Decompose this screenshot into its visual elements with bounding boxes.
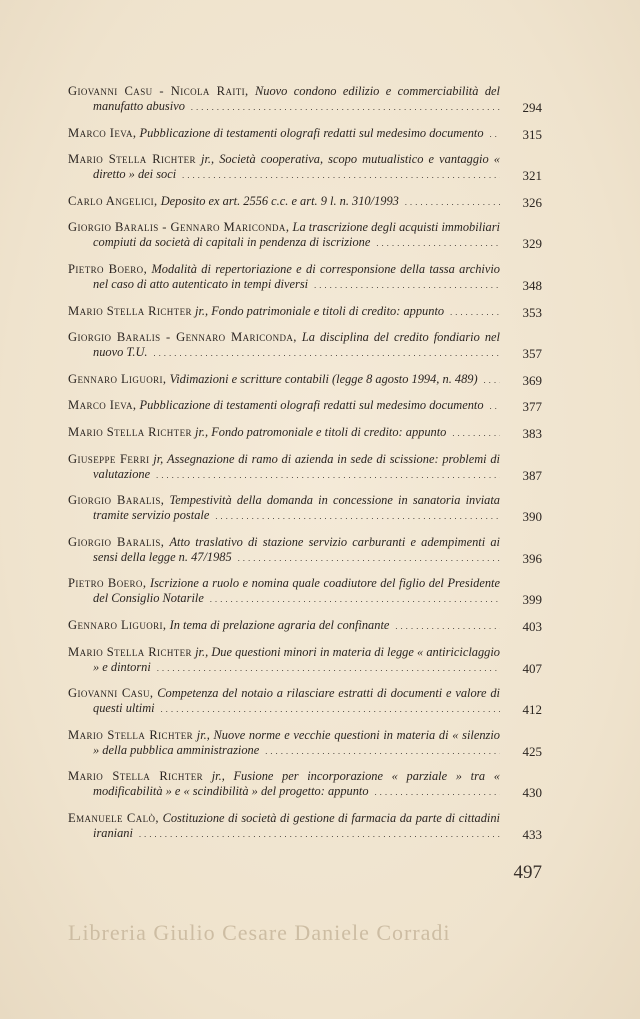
entry-text bbox=[68, 220, 500, 251]
entry-text bbox=[68, 769, 500, 800]
entry-author: Giorgio Baralis, bbox=[68, 493, 165, 508]
entry-author: Mario Stella Richter bbox=[68, 769, 204, 784]
entry-author: Giorgio Baralis - Gennaro Mariconda, bbox=[68, 330, 297, 345]
entry-text bbox=[68, 398, 500, 414]
entry-page-number: 383 bbox=[522, 425, 542, 441]
toc-entry bbox=[68, 425, 542, 441]
entry-author: Marco Ieva, bbox=[68, 398, 137, 413]
toc-entry bbox=[68, 84, 542, 115]
entry-page-number: 433 bbox=[522, 826, 542, 842]
entry-author: Marco Ieva, bbox=[68, 125, 137, 140]
entry-title: La trascrizione degli acquisti immobiliari compiuti da società di capitali in pendenza di iscrizione bbox=[93, 220, 500, 250]
entry-text bbox=[68, 372, 500, 388]
entry-title: Competenza del notaio a rilasciare estratti di documenti e valore di questi ultimi bbox=[93, 686, 500, 716]
entry-page-number: 403 bbox=[522, 618, 542, 634]
entry-title: Due questioni minori in materia di legge « antiriciclaggio » e dintorni bbox=[93, 644, 500, 674]
entry-page-number: 369 bbox=[522, 372, 542, 388]
entry-author-suffix: jr., bbox=[196, 727, 210, 742]
toc-entry bbox=[68, 152, 542, 183]
toc-entry bbox=[68, 728, 542, 759]
toc-entry bbox=[68, 398, 542, 414]
toc-entry bbox=[68, 330, 542, 361]
entry-text bbox=[68, 728, 500, 759]
page-number: 497 bbox=[513, 862, 542, 884]
toc-entry bbox=[68, 493, 542, 524]
entry-title: Fusione per incorporazione « parziale » tra « modificabilità » e « scindibilità » del progetto: appunto bbox=[93, 769, 500, 799]
entry-title: Vidimazioni e scritture contabili (legge 8 agosto 1994, n. 489) bbox=[169, 371, 478, 386]
entry-title: Deposito ex art. 2556 c.c. e art. 9 l. n. 310/1993 bbox=[160, 193, 399, 208]
entry-text bbox=[68, 304, 500, 320]
entry-page-number: 399 bbox=[522, 592, 542, 608]
entry-author: Giovanni Casu, bbox=[68, 686, 154, 701]
entry-author: Mario Stella Richter bbox=[68, 303, 192, 318]
entry-page-number: 377 bbox=[522, 399, 542, 415]
entry-title: Fondo patrimoniale e titoli di credito: appunto bbox=[211, 303, 445, 318]
entry-title: Nuovo condono edilizio e commerciabilità del manufatto abusivo bbox=[93, 84, 500, 113]
entry-author-suffix: jr., bbox=[201, 152, 215, 167]
entry-title: Fondo patromoniale e titoli di credito: appunto bbox=[211, 424, 447, 439]
entry-title: La disciplina del credito fondiario nel nuovo T.U. bbox=[93, 330, 500, 360]
entry-page-number: 357 bbox=[522, 346, 542, 362]
entry-text bbox=[68, 686, 500, 717]
entry-author: Carlo Angelici, bbox=[68, 193, 158, 208]
entry-author-suffix: jr., bbox=[195, 644, 209, 659]
entry-author: Giorgio Baralis - Gennaro Mariconda, bbox=[68, 220, 290, 235]
entry-text bbox=[68, 452, 500, 483]
entry-author: Giorgio Baralis, bbox=[68, 534, 165, 549]
toc-entry bbox=[68, 645, 542, 676]
page-content bbox=[68, 84, 542, 946]
toc-entry bbox=[68, 576, 542, 607]
entry-title: Pubblicazione di testamenti olografi redatti sul medesimo documento bbox=[139, 398, 484, 413]
toc-entry bbox=[68, 686, 542, 717]
table-of-contents bbox=[68, 84, 542, 852]
entry-text bbox=[68, 645, 500, 676]
entry-author-suffix: jr., bbox=[195, 424, 209, 439]
entry-title: Atto traslativo di stazione servizio carburanti e adempimenti ai sensi della legge n. 47/1985 bbox=[93, 534, 500, 564]
entry-page-number: 353 bbox=[522, 304, 542, 320]
entry-page-number: 315 bbox=[522, 126, 542, 142]
entry-author-suffix: jr., bbox=[195, 303, 209, 318]
entry-author: Pietro Boero, bbox=[68, 576, 147, 591]
toc-entry bbox=[68, 811, 542, 842]
entry-author: Pietro Boero, bbox=[68, 261, 148, 276]
toc-entry bbox=[68, 220, 542, 251]
entry-title: Assegnazione di ramo di azienda in sede di scissione: problemi di valutazione bbox=[93, 451, 500, 481]
entry-page-number: 412 bbox=[522, 702, 542, 718]
entry-author: Gennaro Liguori, bbox=[68, 371, 167, 386]
entry-page-number: 407 bbox=[522, 660, 542, 676]
toc-entry bbox=[68, 452, 542, 483]
toc-entry bbox=[68, 618, 542, 634]
entry-page-number: 326 bbox=[522, 194, 542, 210]
entry-text bbox=[68, 126, 500, 142]
entry-text bbox=[68, 811, 500, 842]
toc-entry bbox=[68, 769, 542, 800]
entry-author: Emanuele Calò, bbox=[68, 810, 159, 825]
entry-page-number: 329 bbox=[522, 236, 542, 252]
entry-page-number: 425 bbox=[522, 743, 542, 759]
entry-title: Società cooperativa, scopo mutualistico e vantaggio « diretto » dei soci bbox=[93, 152, 500, 182]
entry-author: Giovanni Casu - Nicola Raiti, bbox=[68, 84, 249, 98]
toc-entry bbox=[68, 304, 542, 320]
toc-entry bbox=[68, 262, 542, 293]
entry-text bbox=[68, 152, 500, 183]
entry-title: Tempestività della domanda in concessione in sanatoria inviata tramite servizio postale bbox=[93, 493, 500, 523]
entry-title: Costituzione di società di gestione di farmacia da parte di cittadini iraniani bbox=[93, 810, 500, 840]
entry-text bbox=[68, 493, 500, 524]
entry-text bbox=[68, 535, 500, 566]
toc-entry bbox=[68, 126, 542, 142]
toc-entry bbox=[68, 194, 542, 210]
entry-page-number: 396 bbox=[522, 550, 542, 566]
entry-text bbox=[68, 84, 500, 115]
entry-author: Mario Stella Richter bbox=[68, 727, 194, 742]
entry-text bbox=[68, 576, 500, 607]
toc-entry bbox=[68, 535, 542, 566]
entry-title: Modalità di repertoriazione e di corresponsione della tassa archivio nel caso di atto autenticato in tempi diversi bbox=[93, 261, 500, 291]
entry-text bbox=[68, 618, 500, 634]
watermark: Libreria Giulio Cesare Daniele Corradi bbox=[68, 920, 451, 946]
entry-page-number: 294 bbox=[522, 100, 542, 115]
entry-title: Pubblicazione di testamenti olografi redatti sul medesimo documento bbox=[139, 125, 484, 140]
entry-title: In tema di prelazione agraria del confinante bbox=[169, 617, 390, 632]
entry-text bbox=[68, 194, 500, 210]
entry-title: Nuove norme e vecchie questioni in materia di « silenzio » della pubblica amministrazione bbox=[93, 727, 500, 757]
entry-text bbox=[68, 425, 500, 441]
entry-author-suffix: jr, bbox=[153, 451, 164, 466]
entry-page-number: 430 bbox=[522, 785, 542, 801]
entry-page-number: 387 bbox=[522, 467, 542, 483]
entry-page-number: 348 bbox=[522, 277, 542, 293]
entry-author: Giuseppe Ferri bbox=[68, 451, 150, 466]
entry-author-suffix: jr., bbox=[211, 769, 225, 784]
entry-text bbox=[68, 262, 500, 293]
entry-author: Mario Stella Richter bbox=[68, 152, 196, 167]
entry-author: Mario Stella Richter bbox=[68, 644, 192, 659]
toc-entry bbox=[68, 372, 542, 388]
entry-title: Iscrizione a ruolo e nomina quale coadiutore del figlio del Presidente del Consiglio Notarile bbox=[93, 576, 500, 606]
entry-author: Gennaro Liguori, bbox=[68, 617, 167, 632]
entry-page-number: 321 bbox=[522, 168, 542, 184]
entry-text bbox=[68, 330, 500, 361]
entry-author: Mario Stella Richter bbox=[68, 424, 192, 439]
entry-page-number: 390 bbox=[522, 509, 542, 525]
